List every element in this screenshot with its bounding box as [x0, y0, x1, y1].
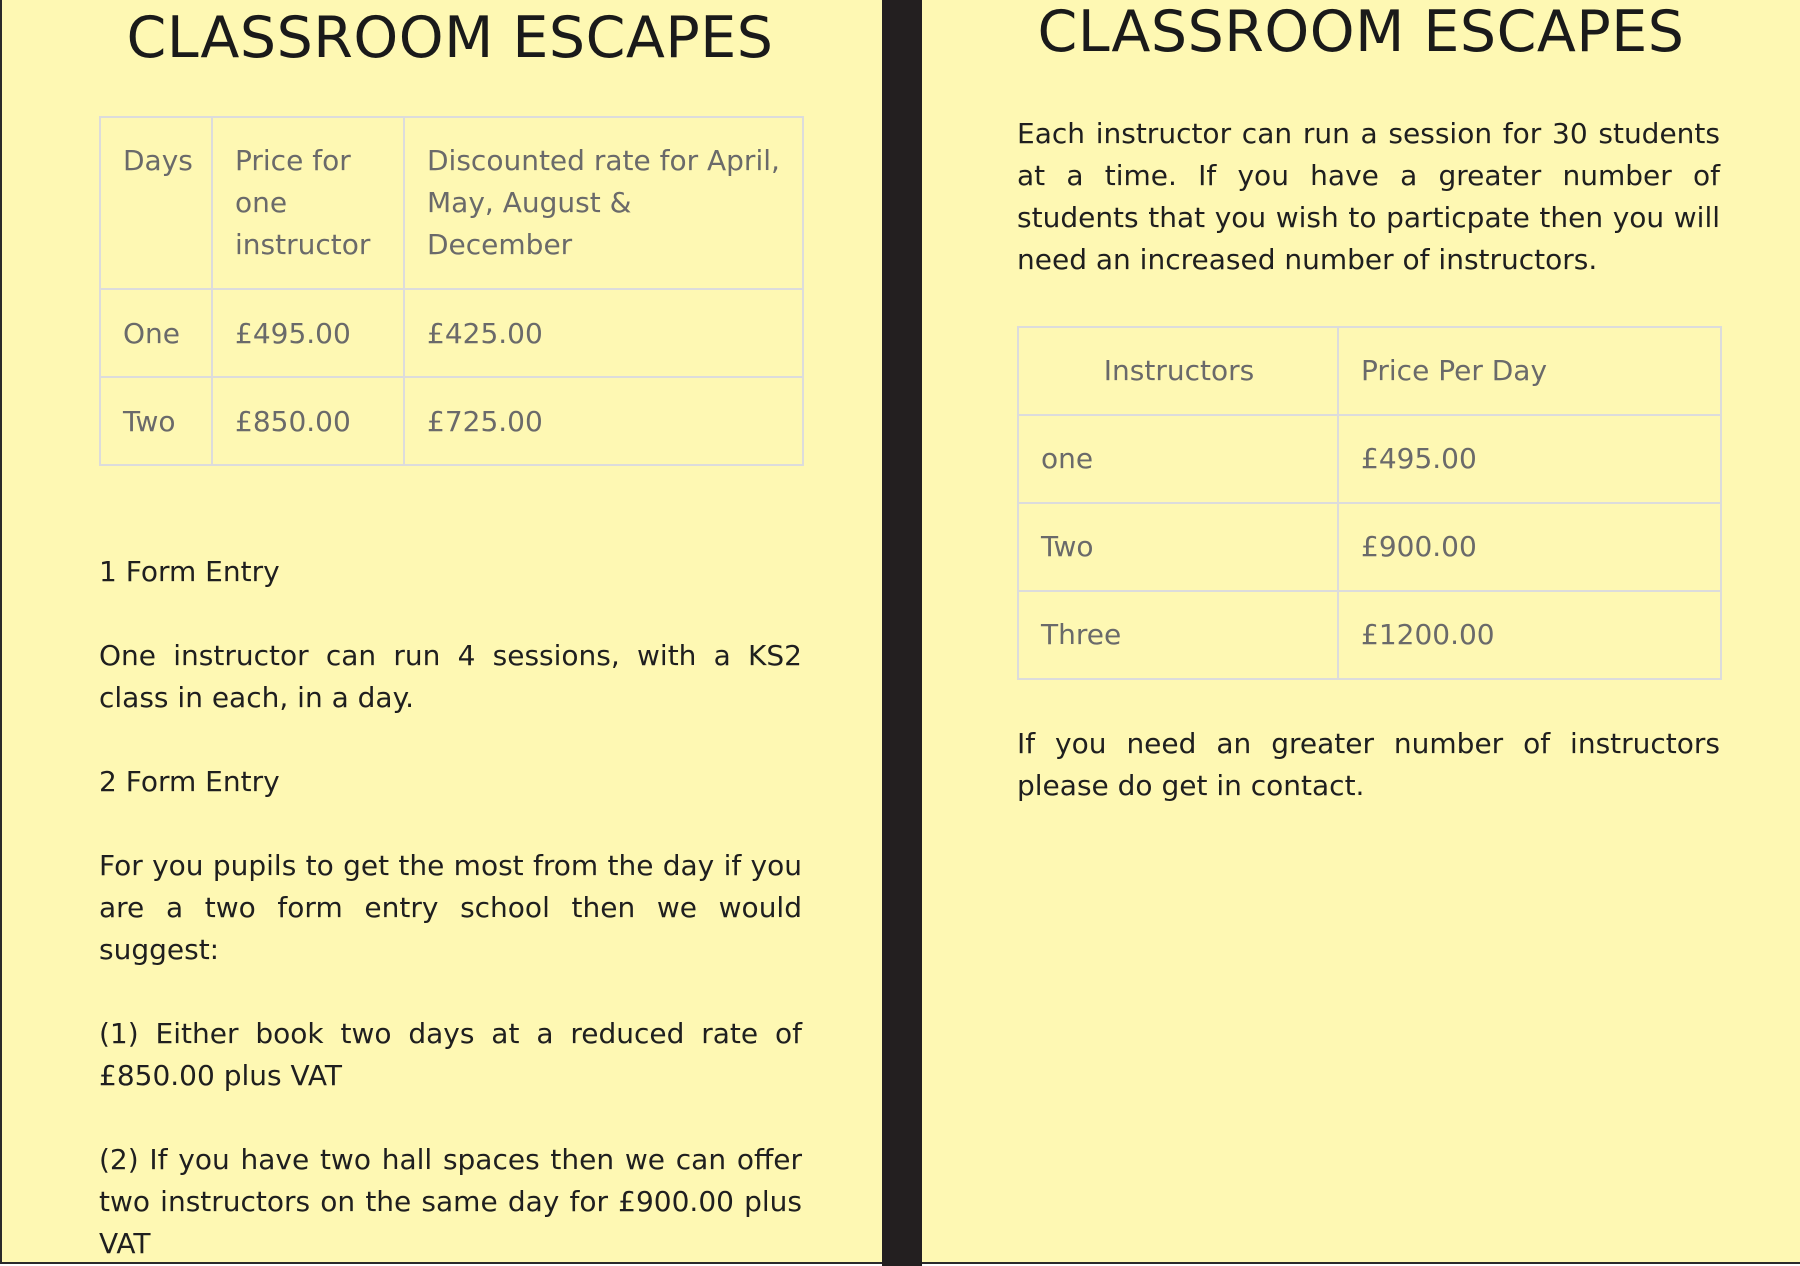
one-form-entry-text: One instructor can run 4 sessions, with a KS2 class in each, in a day.	[99, 639, 802, 714]
table-cell: One	[100, 289, 212, 377]
table-cell: £495.00	[1338, 415, 1721, 503]
days-price-table	[99, 116, 804, 466]
table-cell: Two	[100, 377, 212, 465]
two-form-entry-text: For you pupils to get the most from the day if you are a two form entry school then we would suggest:	[99, 849, 802, 966]
page-divider	[882, 0, 922, 1266]
table-header-row	[100, 117, 803, 289]
table-cell: Two	[1018, 503, 1338, 591]
one-form-entry-heading: 1 Form Entry	[99, 555, 280, 588]
table-cell: £725.00	[404, 377, 803, 465]
left-page-title: CLASSROOM ESCAPES	[126, 5, 774, 71]
two-form-entry-heading: 2 Form Entry	[99, 765, 280, 798]
table-cell: £850.00	[212, 377, 404, 465]
instructors-price-table	[1017, 326, 1722, 680]
table-row	[1018, 415, 1721, 503]
right-page	[922, 0, 1800, 1264]
table-cell: Three	[1018, 591, 1338, 679]
contact-note-text: If you need an greater number of instructors please do get in contact.	[1017, 727, 1720, 802]
header-discounted-rate: Discounted rate for April, May, August & December	[404, 117, 803, 289]
instructor-intro-text: Each instructor can run a session for 30 students at a time. If you have a greater number of students that you wish to particpate then you will need an increased number of instructors.	[1017, 117, 1720, 276]
table-cell: £1200.00	[1338, 591, 1721, 679]
table-cell: £900.00	[1338, 503, 1721, 591]
table-row	[100, 377, 803, 465]
table-row	[1018, 591, 1721, 679]
table-cell: £425.00	[404, 289, 803, 377]
table-cell: £495.00	[212, 289, 404, 377]
left-page	[0, 0, 882, 1264]
right-page-title: CLASSROOM ESCAPES	[1037, 0, 1685, 65]
table-cell: one	[1018, 415, 1338, 503]
header-instructors: Instructors	[1018, 327, 1338, 415]
option-one-text: (1) Either book two days at a reduced rate of £850.00 plus VAT	[99, 1017, 802, 1092]
header-price-per-day: Price Per Day	[1338, 327, 1721, 415]
header-price-one-instructor: Price for one instructor	[212, 117, 404, 289]
header-days: Days	[100, 117, 212, 289]
table-header-row	[1018, 327, 1721, 415]
option-two-text: (2) If you have two hall spaces then we can offer two instructors on the same day for £900.00 plus VAT	[99, 1143, 802, 1260]
table-row	[100, 289, 803, 377]
table-row	[1018, 503, 1721, 591]
